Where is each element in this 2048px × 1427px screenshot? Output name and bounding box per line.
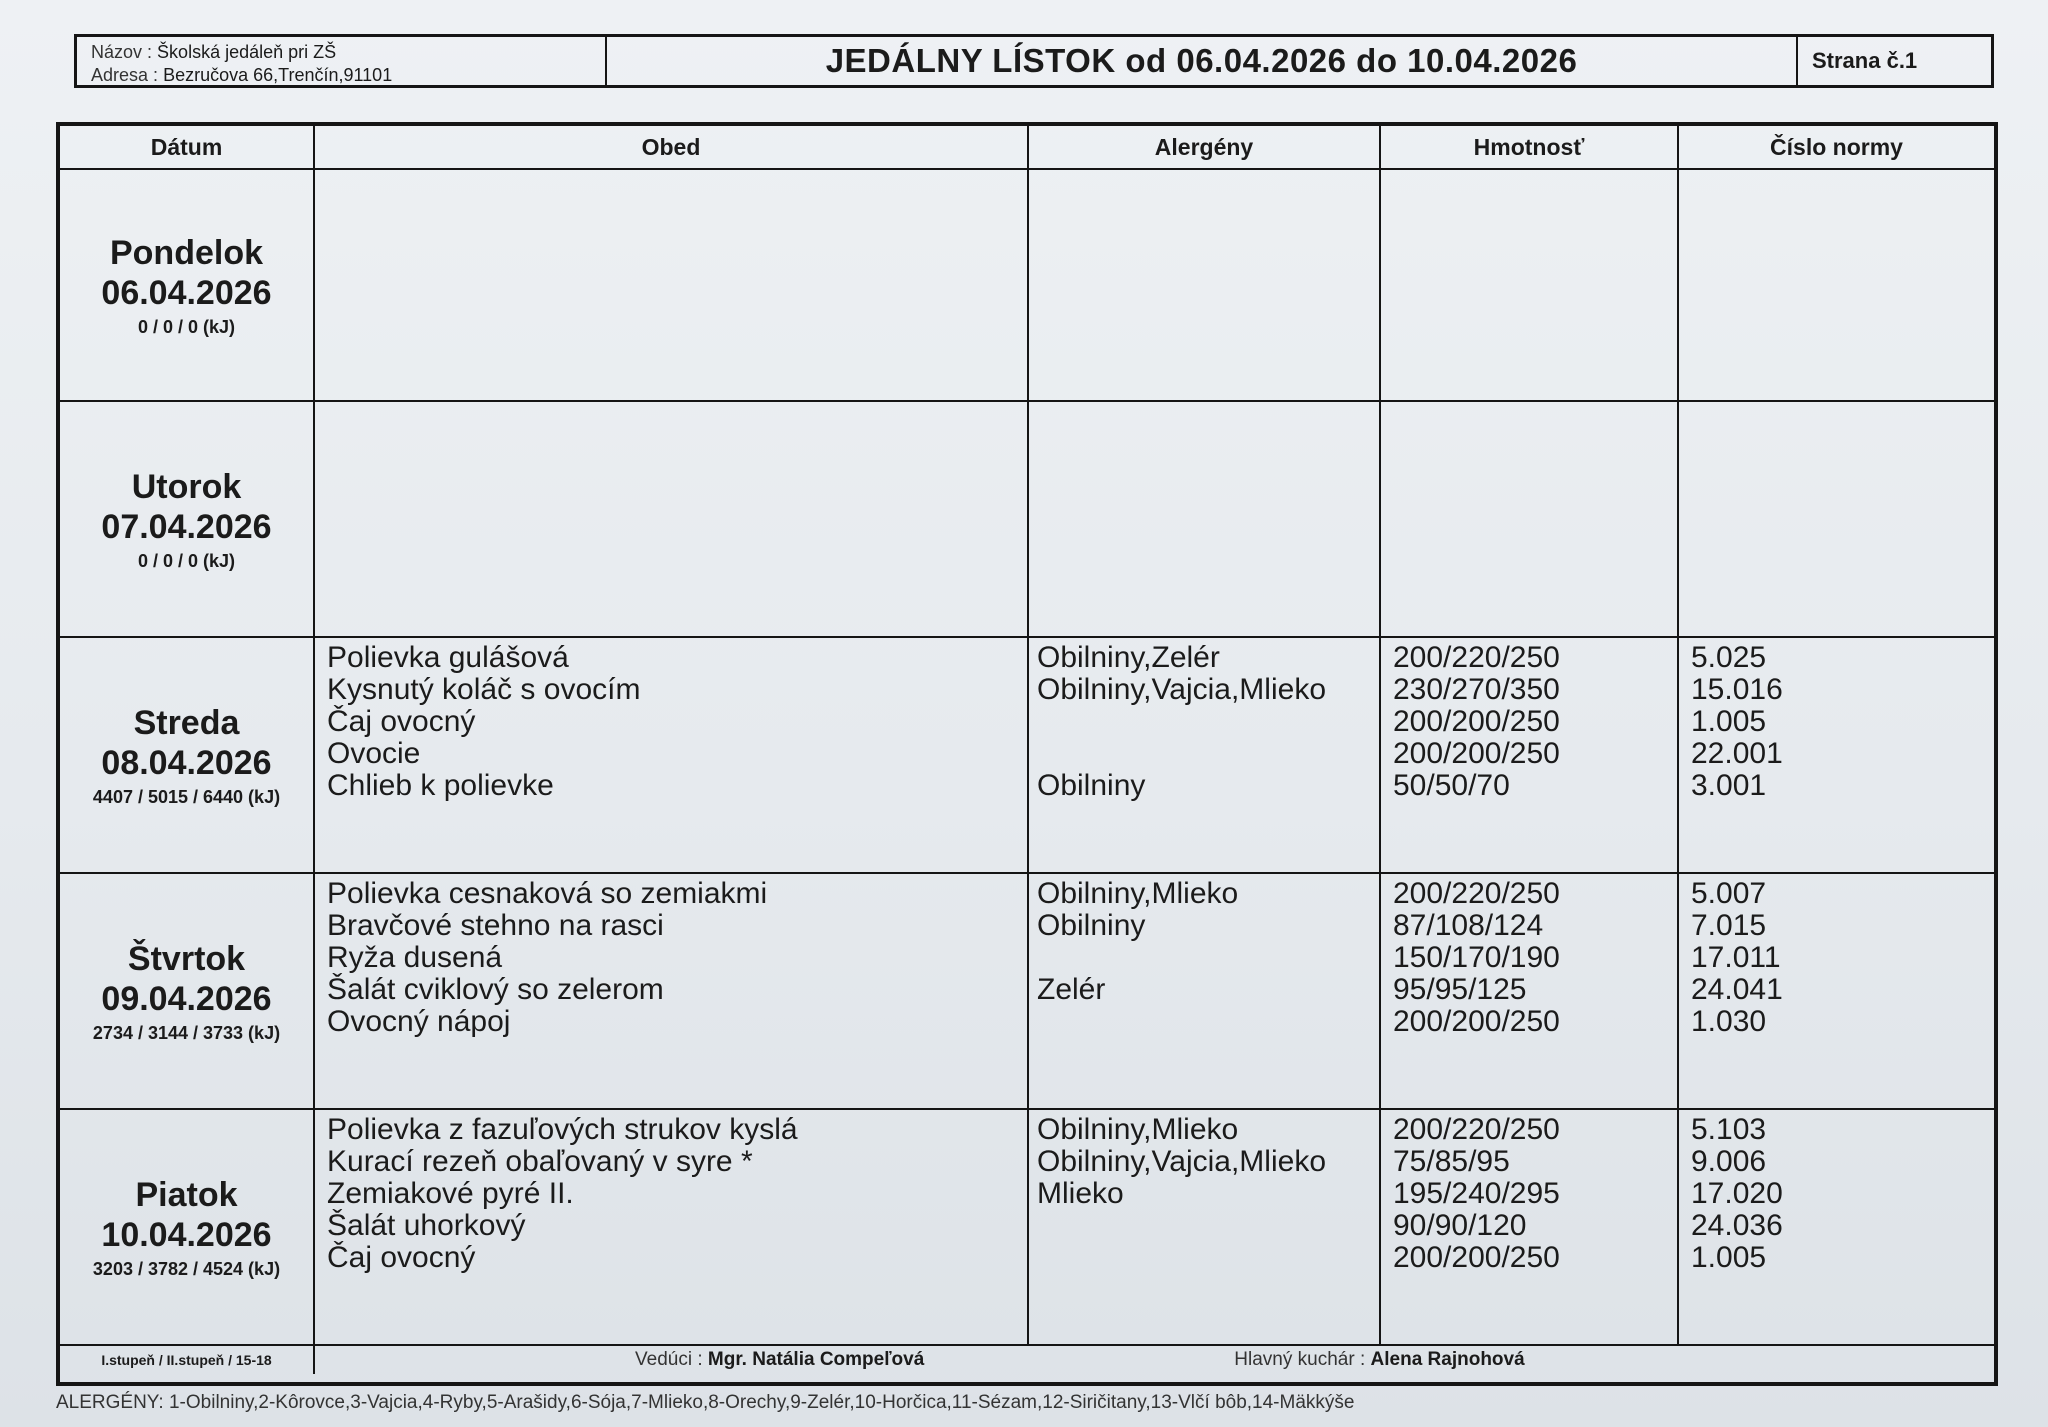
norm-item: 15.016 bbox=[1691, 673, 1783, 706]
canteen-address: Bezručova 66,Trenčín,91101 bbox=[163, 65, 393, 85]
weights-cell bbox=[1381, 1110, 1679, 1346]
weight-item: 90/90/120 bbox=[1393, 1209, 1527, 1242]
norms-cell bbox=[1679, 638, 1994, 874]
meal-item: Šalát uhorkový bbox=[327, 1209, 526, 1242]
chef-label: Hlavný kuchár : bbox=[1234, 1349, 1366, 1370]
allergen-item: Obilniny,Vajcia,Mlieko bbox=[1037, 1145, 1326, 1178]
norm-item: 1.005 bbox=[1691, 1241, 1767, 1274]
day-cell bbox=[60, 1110, 315, 1346]
allergens-cell bbox=[1029, 874, 1381, 1110]
allergens-cell bbox=[1029, 1110, 1381, 1346]
weights-cell bbox=[1381, 874, 1679, 1110]
weight-item: 200/220/250 bbox=[1393, 1113, 1560, 1146]
menu-title: JEDÁLNY LÍSTOK od 06.04.2026 do 10.04.2026 bbox=[825, 42, 1578, 79]
meal-item: Šalát cviklový so zelerom bbox=[327, 973, 664, 1006]
allergen-item bbox=[1037, 942, 1367, 974]
canteen-name: Školská jedáleň pri ZŠ bbox=[157, 42, 337, 62]
allergen-item: Zelér bbox=[1037, 973, 1106, 1006]
meal-item: Kysnutý koláč s ovocím bbox=[327, 673, 641, 706]
menu-table bbox=[56, 122, 1998, 1386]
meal-item: Polievka cesnaková so zemiakmi bbox=[327, 877, 768, 910]
name-label: Názov : bbox=[91, 42, 153, 62]
weight-item: 95/95/125 bbox=[1393, 973, 1527, 1006]
weights-cell bbox=[1381, 638, 1679, 874]
norm-item: 7.015 bbox=[1691, 909, 1767, 942]
norm-item: 5.103 bbox=[1691, 1113, 1767, 1146]
day-date: 06.04.2026 bbox=[101, 273, 272, 312]
allergens-cell bbox=[1029, 402, 1381, 638]
allergen-item bbox=[1037, 1006, 1367, 1038]
norm-item: 1.005 bbox=[1691, 705, 1767, 738]
signatures-row bbox=[315, 1346, 1994, 1374]
meal-item: Čaj ovocný bbox=[327, 1241, 476, 1274]
day-cell bbox=[60, 638, 315, 874]
meal-item: Chlieb k polievke bbox=[327, 769, 554, 802]
meal-item: Kurací rezeň obaľovaný v syre * bbox=[327, 1145, 753, 1178]
column-header-weight: Hmotnosť bbox=[1381, 126, 1679, 170]
meals-cell bbox=[315, 1110, 1029, 1346]
norm-item: 22.001 bbox=[1691, 737, 1783, 770]
column-header-date: Dátum bbox=[60, 126, 315, 170]
allergen-item bbox=[1037, 706, 1367, 738]
meal-item: Zemiakové pyré II. bbox=[327, 1177, 574, 1210]
meal-item: Čaj ovocný bbox=[327, 705, 476, 738]
allergen-item: Obilniny bbox=[1037, 909, 1146, 942]
day-name: Piatok bbox=[135, 1175, 238, 1214]
allergen-legend: ALERGÉNY: 1-Obilniny,2-Kôrovce,3-Vajcia,4-Ryby,5-Arašidy,6-Sója,7-Mlieko,8-Orechy,9-Zelér,10-Horčica,11-Sézam,12-Siričitany,13-Vlčí bôb,14-Mäkkýše bbox=[56, 1392, 1355, 1413]
allergen-item: Obilniny bbox=[1037, 769, 1146, 802]
meal-item: Ovocný nápoj bbox=[327, 1005, 511, 1038]
meal-item: Ovocie bbox=[327, 737, 421, 770]
day-date: 07.04.2026 bbox=[101, 507, 272, 546]
day-energy: 0 / 0 / 0 (kJ) bbox=[137, 550, 236, 571]
document-header bbox=[74, 34, 1994, 88]
column-header-allergens: Alergény bbox=[1029, 126, 1381, 170]
chef bbox=[1234, 1349, 1524, 1371]
weight-item: 200/200/250 bbox=[1393, 737, 1560, 770]
weights-cell bbox=[1381, 402, 1679, 638]
allergens-cell bbox=[1029, 638, 1381, 874]
day-energy: 2734 / 3144 / 3733 (kJ) bbox=[92, 1022, 281, 1043]
day-name: Štvrtok bbox=[127, 939, 246, 978]
manager-label: Vedúci : bbox=[635, 1349, 703, 1370]
weight-item: 230/270/350 bbox=[1393, 673, 1560, 706]
meals-cell bbox=[315, 170, 1029, 402]
meal-item: Polievka gulášová bbox=[327, 641, 569, 674]
norm-item: 17.020 bbox=[1691, 1177, 1783, 1210]
day-date: 08.04.2026 bbox=[101, 743, 272, 782]
weight-item: 200/220/250 bbox=[1393, 641, 1560, 674]
norm-item: 24.041 bbox=[1691, 973, 1783, 1006]
day-name: Utorok bbox=[131, 467, 242, 506]
weight-item: 150/170/190 bbox=[1393, 941, 1560, 974]
weight-item: 200/200/250 bbox=[1393, 705, 1560, 738]
day-energy: 0 / 0 / 0 (kJ) bbox=[137, 316, 236, 337]
weight-item: 87/108/124 bbox=[1393, 909, 1544, 942]
day-energy: 3203 / 3782 / 4524 (kJ) bbox=[92, 1258, 281, 1279]
allergen-item: Obilniny,Mlieko bbox=[1037, 877, 1239, 910]
meals-cell bbox=[315, 402, 1029, 638]
norm-item: 1.030 bbox=[1691, 1005, 1767, 1038]
meals-cell bbox=[315, 874, 1029, 1110]
column-header-norm: Číslo normy bbox=[1679, 126, 1994, 170]
weight-item: 200/200/250 bbox=[1393, 1241, 1560, 1274]
norms-cell bbox=[1679, 1110, 1994, 1346]
allergen-item: Obilniny,Zelér bbox=[1037, 641, 1220, 674]
allergen-item: Obilniny,Vajcia,Mlieko bbox=[1037, 673, 1326, 706]
allergen-item bbox=[1037, 1242, 1367, 1274]
weight-item: 195/240/295 bbox=[1393, 1177, 1560, 1210]
column-header-lunch: Obed bbox=[315, 126, 1029, 170]
meal-item: Polievka z fazuľových strukov kyslá bbox=[327, 1113, 798, 1146]
weights-cell bbox=[1381, 170, 1679, 402]
meals-cell bbox=[315, 638, 1029, 874]
weight-item: 200/200/250 bbox=[1393, 1005, 1560, 1038]
norms-cell bbox=[1679, 402, 1994, 638]
manager bbox=[635, 1349, 924, 1371]
chef-name: Alena Rajnohová bbox=[1370, 1349, 1525, 1370]
day-date: 09.04.2026 bbox=[101, 979, 272, 1018]
norms-cell bbox=[1679, 874, 1994, 1110]
day-energy: 4407 / 5015 / 6440 (kJ) bbox=[92, 786, 281, 807]
meal-item: Bravčové stehno na rasci bbox=[327, 909, 664, 942]
day-name: Pondelok bbox=[109, 233, 264, 272]
day-name: Streda bbox=[133, 703, 240, 742]
norm-item: 24.036 bbox=[1691, 1209, 1783, 1242]
address-label: Adresa : bbox=[91, 65, 159, 85]
weight-item: 50/50/70 bbox=[1393, 769, 1510, 802]
manager-name: Mgr. Natália Compeľová bbox=[707, 1349, 925, 1370]
day-date: 10.04.2026 bbox=[101, 1215, 272, 1254]
allergen-item bbox=[1037, 738, 1367, 770]
norm-item: 17.011 bbox=[1691, 941, 1781, 974]
weight-item: 75/85/95 bbox=[1393, 1145, 1510, 1178]
grade-label: I.stupeň / II.stupeň / 15-18 bbox=[60, 1346, 315, 1374]
norms-cell bbox=[1679, 170, 1994, 402]
allergen-item: Mlieko bbox=[1037, 1177, 1124, 1210]
canteen-info bbox=[77, 37, 607, 85]
page-number: Strana č.1 bbox=[1796, 37, 1991, 85]
allergens-cell bbox=[1029, 170, 1381, 402]
weight-item: 200/220/250 bbox=[1393, 877, 1560, 910]
allergen-item bbox=[1037, 1210, 1367, 1242]
day-cell bbox=[60, 874, 315, 1110]
day-cell bbox=[60, 402, 315, 638]
allergen-item: Obilniny,Mlieko bbox=[1037, 1113, 1239, 1146]
meal-item: Ryža dusená bbox=[327, 941, 503, 974]
norm-item: 9.006 bbox=[1691, 1145, 1767, 1178]
norm-item: 5.007 bbox=[1691, 877, 1767, 910]
norm-item: 5.025 bbox=[1691, 641, 1767, 674]
norm-item: 3.001 bbox=[1691, 769, 1767, 802]
day-cell bbox=[60, 170, 315, 402]
